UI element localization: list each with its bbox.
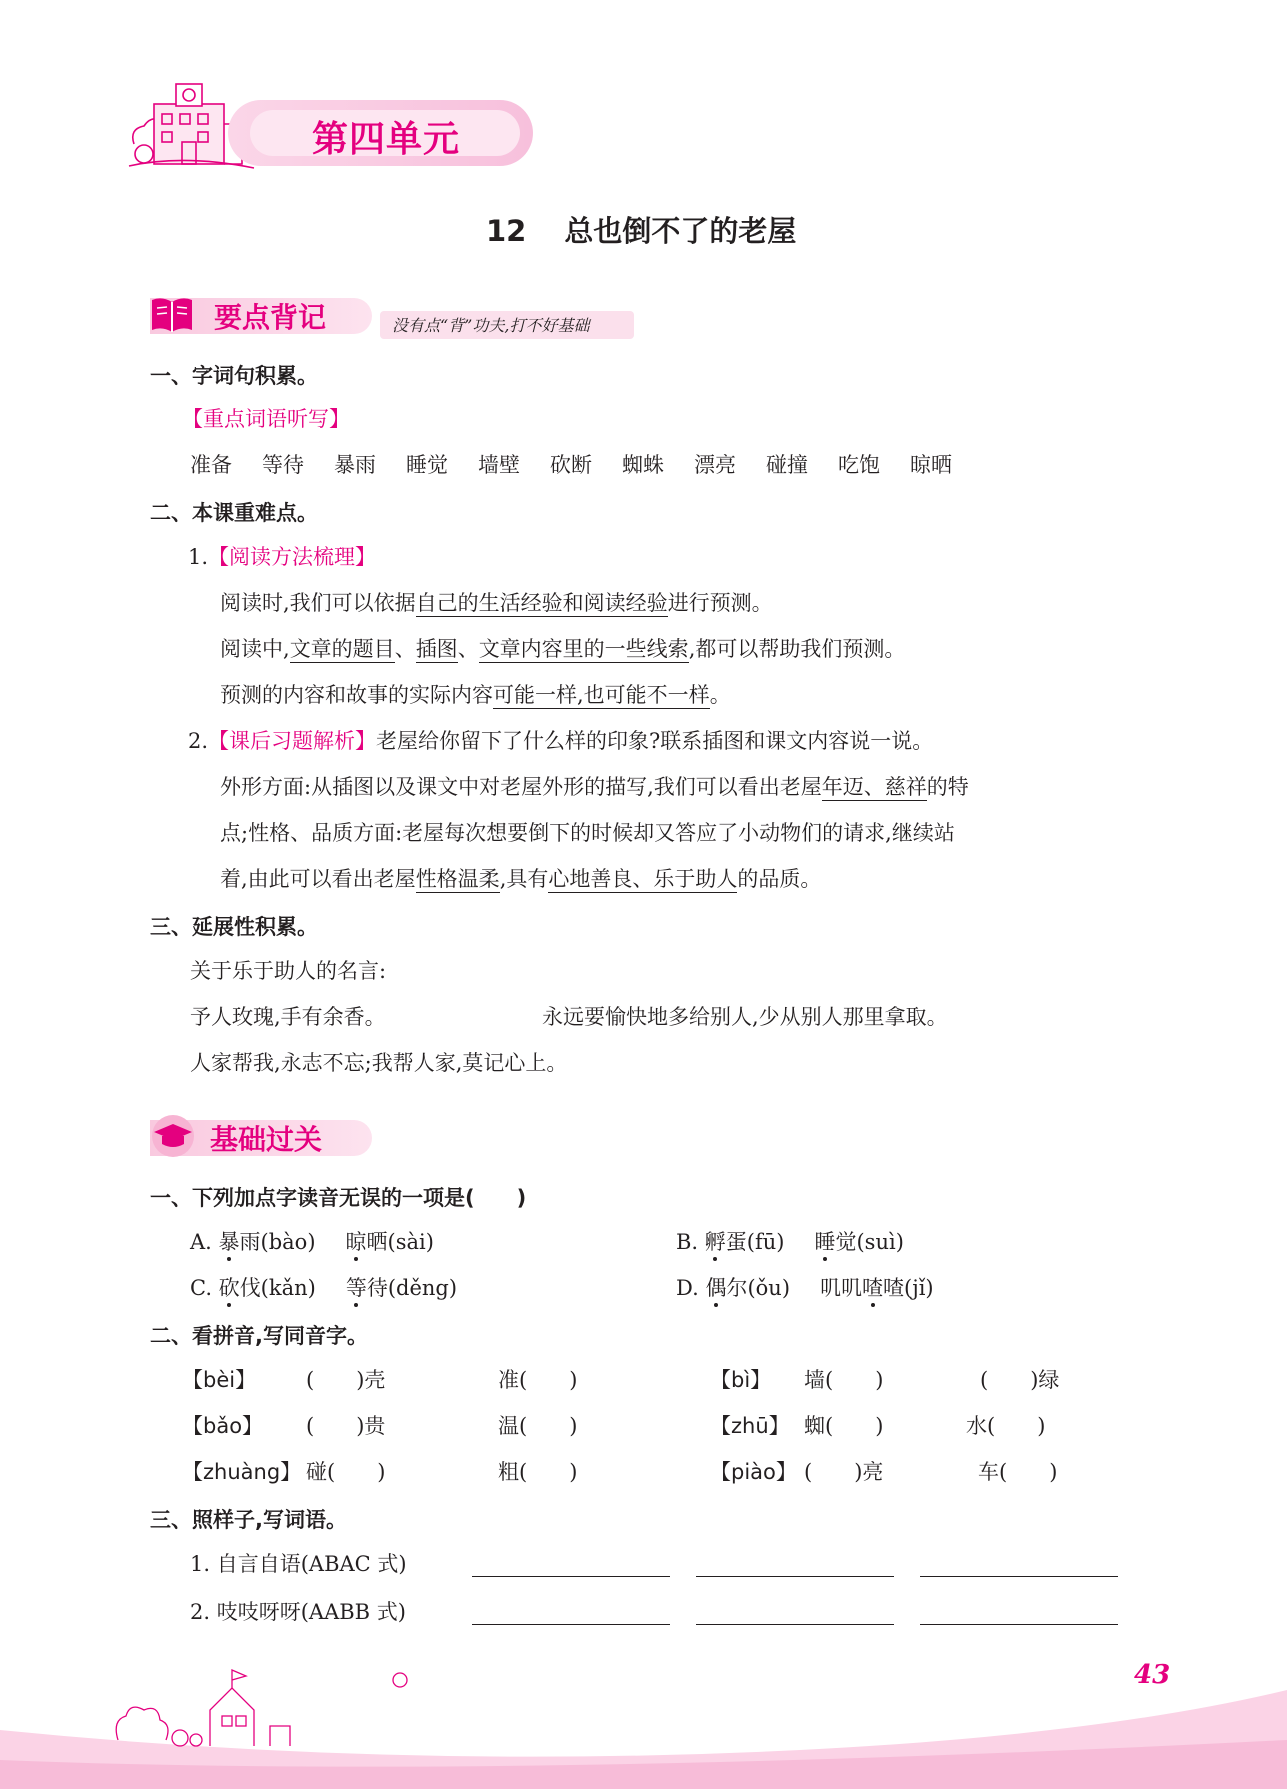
word: 碰撞 bbox=[766, 453, 808, 477]
dotted-char: 晾 bbox=[345, 1230, 367, 1254]
q1-title: 一、下列加点字读音无误的一项是( ) bbox=[150, 1186, 527, 1210]
underlined-text: 心地善良、乐于助人 bbox=[548, 867, 738, 891]
fill-blank[interactable]: 车( ) bbox=[978, 1460, 1058, 1484]
text: 待(děng) bbox=[366, 1276, 458, 1300]
item2-heading bbox=[188, 727, 933, 755]
item1-number: 1. bbox=[188, 545, 209, 569]
fill-blank[interactable]: 碰( ) bbox=[306, 1460, 386, 1484]
pattern-2: 2. 吱吱呀呀(AABB 式) bbox=[190, 1600, 406, 1624]
fill-blank[interactable]: 蜘( ) bbox=[804, 1414, 884, 1438]
s1-title: 一、字词句积累。 bbox=[150, 364, 318, 388]
text: 阅读时,我们可以依据 bbox=[220, 591, 416, 615]
fill-blank[interactable]: ( )壳 bbox=[306, 1368, 386, 1392]
quote: 人家帮我,永志不忘;我帮人家,莫记心上。 bbox=[190, 1051, 568, 1075]
item2-tag: 【课后习题解析】 bbox=[208, 729, 377, 753]
word: 睡觉 bbox=[406, 453, 448, 477]
text: 喳(jǐ) bbox=[883, 1276, 934, 1300]
dotted-char: 孵 bbox=[704, 1230, 726, 1254]
text: 雨(bào) bbox=[239, 1230, 316, 1254]
fill-blank[interactable]: 准( ) bbox=[498, 1368, 578, 1392]
pattern-1: 1. 自言自语(ABAC 式) bbox=[190, 1552, 407, 1576]
pinyin-label: 【zhū】 bbox=[710, 1414, 790, 1438]
item2-line3 bbox=[220, 865, 821, 893]
word: 漂亮 bbox=[694, 453, 736, 477]
word: 暴雨 bbox=[334, 453, 376, 477]
answer-line[interactable] bbox=[920, 1624, 1118, 1625]
option-letter: D. bbox=[676, 1276, 699, 1300]
underlined-text: 文章的题目 bbox=[289, 637, 395, 661]
text: 的品质。 bbox=[737, 867, 822, 891]
item2-number: 2. bbox=[188, 729, 209, 753]
footer-decoration bbox=[0, 1650, 1287, 1789]
text: 外形方面:从插图以及课文中对老屋外形的描写,我们可以看出老屋 bbox=[220, 775, 822, 799]
item2-line1 bbox=[220, 773, 969, 801]
text: 阅读中, bbox=[220, 637, 290, 661]
text: 叽叽 bbox=[820, 1276, 863, 1300]
q2-title: 二、看拼音,写同音字。 bbox=[150, 1324, 368, 1348]
text: 晒(sài) bbox=[366, 1230, 434, 1254]
s3-title: 三、延展性积累。 bbox=[150, 915, 318, 939]
dotted-char: 砍 bbox=[218, 1276, 240, 1300]
option-c bbox=[190, 1274, 457, 1302]
page-number: 43 bbox=[1134, 1660, 1171, 1690]
text: 的特 bbox=[926, 775, 969, 799]
fill-blank[interactable]: 温( ) bbox=[498, 1414, 578, 1438]
fill-blank[interactable]: ( )绿 bbox=[980, 1368, 1060, 1392]
pinyin-label: 【bèi】 bbox=[182, 1368, 257, 1392]
word: 砍断 bbox=[550, 453, 592, 477]
option-letter: A. bbox=[190, 1230, 212, 1254]
s3-intro: 关于乐于助人的名言: bbox=[190, 959, 387, 983]
fill-blank[interactable]: ( )亮 bbox=[804, 1460, 884, 1484]
dotted-char: 睡 bbox=[814, 1230, 836, 1254]
item1-tag: 【阅读方法梳理】 bbox=[208, 545, 377, 569]
text: 进行预测。 bbox=[667, 591, 773, 615]
lesson-number: 12 bbox=[486, 214, 527, 248]
dotted-char: 暴 bbox=[218, 1230, 240, 1254]
text: 尔(ǒu) bbox=[726, 1276, 791, 1300]
answer-line[interactable] bbox=[920, 1576, 1118, 1577]
item2-line2: 点;性格、品质方面:老屋每次想要倒下的时候却又答应了小动物们的请求,继续站 bbox=[220, 821, 955, 845]
answer-line[interactable] bbox=[696, 1624, 894, 1625]
word: 晾晒 bbox=[910, 453, 952, 477]
graduation-cap-icon bbox=[148, 1112, 198, 1158]
answer-line[interactable] bbox=[472, 1624, 670, 1625]
text: 。 bbox=[709, 683, 731, 707]
key-points-title: 要点背记 bbox=[214, 301, 327, 334]
text: 、 bbox=[394, 637, 416, 661]
lesson-title bbox=[486, 209, 796, 250]
q3-title: 三、照样子,写词语。 bbox=[150, 1508, 347, 1532]
quote: 予人玫瑰,手有余香。 bbox=[190, 1005, 386, 1029]
option-b bbox=[676, 1228, 904, 1256]
pinyin-label: 【bǎo】 bbox=[182, 1414, 264, 1438]
underlined-text: 插图 bbox=[415, 637, 458, 661]
word: 蜘蛛 bbox=[622, 453, 664, 477]
item1-heading bbox=[188, 543, 376, 571]
lesson-name: 总也倒不了的老屋 bbox=[564, 214, 797, 248]
option-letter: B. bbox=[676, 1230, 699, 1254]
text: ,具有 bbox=[499, 867, 549, 891]
fill-blank[interactable]: 墙( ) bbox=[804, 1368, 884, 1392]
dotted-char: 偶 bbox=[705, 1276, 727, 1300]
s1-subtitle: 【重点词语听写】 bbox=[182, 407, 350, 431]
underlined-text: 自己的生活经验和阅读经验 bbox=[415, 591, 668, 615]
basics-title: 基础过关 bbox=[210, 1123, 323, 1156]
item2-question: 老屋给你留下了什么样的印象?联系插图和课文内容说一说。 bbox=[376, 729, 934, 753]
text: 觉(suì) bbox=[835, 1230, 904, 1254]
pinyin-label: 【piào】 bbox=[710, 1460, 797, 1484]
text: 伐(kǎn) bbox=[239, 1276, 316, 1300]
fill-blank[interactable]: 水( ) bbox=[966, 1414, 1046, 1438]
option-d bbox=[676, 1274, 934, 1302]
item1-line2 bbox=[220, 635, 905, 663]
word: 等待 bbox=[262, 453, 304, 477]
text: 预测的内容和故事的实际内容 bbox=[220, 683, 493, 707]
option-a bbox=[190, 1228, 434, 1256]
text: 蛋(fū) bbox=[725, 1230, 785, 1254]
word: 准备 bbox=[190, 453, 232, 477]
fill-blank[interactable]: 粗( ) bbox=[498, 1460, 578, 1484]
underlined-text: 性格温柔 bbox=[415, 867, 500, 891]
option-letter: C. bbox=[190, 1276, 212, 1300]
text: ,都可以帮助我们预测。 bbox=[688, 637, 906, 661]
word: 墙壁 bbox=[478, 453, 520, 477]
dotted-char: 等 bbox=[345, 1276, 367, 1300]
underlined-text: 年迈、慈祥 bbox=[821, 775, 927, 799]
word: 吃饱 bbox=[838, 453, 880, 477]
slogan: 没有点“背”功夫,打不好基础 bbox=[392, 316, 590, 335]
item1-line1 bbox=[220, 589, 773, 617]
quote: 永远要愉快地多给别人,少从别人那里拿取。 bbox=[542, 1005, 948, 1029]
word-list bbox=[190, 451, 952, 479]
underlined-text: 可能一样,也可能不一样 bbox=[493, 683, 710, 707]
answer-line[interactable] bbox=[472, 1576, 670, 1577]
pinyin-label: 【bì】 bbox=[710, 1368, 772, 1392]
text: 着,由此可以看出老屋 bbox=[220, 867, 416, 891]
pinyin-label: 【zhuàng】 bbox=[182, 1460, 302, 1484]
dotted-char: 喳 bbox=[862, 1276, 884, 1300]
unit-title: 第四单元 bbox=[312, 119, 461, 160]
s2-title: 二、本课重难点。 bbox=[150, 501, 318, 525]
answer-line[interactable] bbox=[696, 1576, 894, 1577]
text: 、 bbox=[457, 637, 479, 661]
item1-line3 bbox=[220, 681, 731, 709]
book-icon bbox=[148, 292, 196, 336]
fill-blank[interactable]: ( )贵 bbox=[306, 1414, 386, 1438]
underlined-text: 文章内容里的一些线索 bbox=[478, 637, 689, 661]
